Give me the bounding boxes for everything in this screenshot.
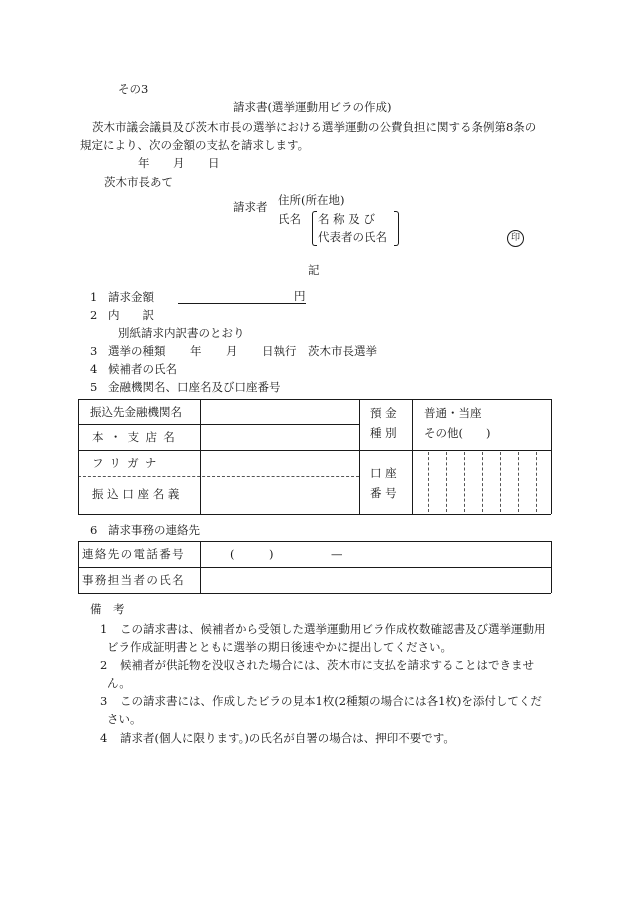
note-2-line-2: ん。: [107, 676, 131, 690]
note-3-num: 3: [100, 694, 108, 708]
branch-label: 本・支店名: [92, 430, 182, 444]
account-no-label-1: 口 座: [370, 466, 397, 480]
item-3-num: 3: [90, 344, 98, 358]
note-2-num: 2: [100, 658, 108, 672]
item-5-num: 5: [90, 380, 98, 394]
item-4-num: 4: [90, 362, 98, 376]
amount-unit: 円: [294, 289, 306, 303]
name-label: 氏名: [278, 212, 301, 226]
claimant-label: 請求者: [233, 200, 268, 214]
deposit-option-2: その他( ): [424, 426, 491, 440]
account-name-label: 振込口座名義: [92, 487, 184, 501]
item-3-label: 選挙の種類: [108, 344, 166, 358]
item-1-label: 請求金額: [108, 290, 154, 304]
addressee: 茨木市長あて: [104, 175, 173, 189]
bracket-line-2: 代表者の氏名: [318, 230, 387, 244]
bank-name-label: 振込先金融機関名: [90, 405, 182, 419]
note-4-line-1: 請求者(個人に限ります。)の氏名が自署の場合は、押印不要です。: [120, 731, 455, 745]
bracket-line-1: 名 称 及 び: [318, 212, 375, 226]
account-no-label-2: 番 号: [370, 486, 397, 500]
item-3-month: 月: [226, 344, 238, 358]
intro-line-1: 茨木市議会議員及び茨木市長の選挙における選挙運動の公費負担に関する条例第8条の: [92, 120, 537, 134]
item-6-label: 請求事務の連絡先: [108, 523, 200, 537]
item-2-detail: 別紙請求内訳書のとおり: [118, 326, 245, 340]
deposit-label-2: 種 別: [370, 426, 397, 440]
item-3-year: 年: [190, 344, 202, 358]
seal-mark: 印: [507, 230, 524, 247]
item-1-num: 1: [90, 290, 98, 304]
ki-heading: 記: [308, 263, 320, 277]
person-label: 事務担当者の氏名: [82, 573, 186, 587]
note-1-line-1: この請求書は、候補者から受領した選挙運動用ビラ作成枚数確認書及び選挙運動用: [120, 622, 546, 636]
notes-heading: 備 考: [90, 602, 125, 616]
note-1-line-2: ビラ作成証明書とともに選挙の期日後速やかに提出してください。: [107, 640, 452, 654]
form-number: その3: [118, 82, 149, 96]
form-title: 請求書(選挙運動用ビラの作成): [233, 100, 392, 114]
bracket-left: [312, 211, 317, 246]
note-3-line-1: この請求書には、作成したビラの見本1枚(2種類の場合には各1枚)を添付してくだ: [120, 694, 542, 708]
deposit-option-1: 普通・当座: [424, 406, 482, 420]
item-5-label: 金融機関名、口座名及び口座番号: [108, 380, 281, 394]
item-4-label: 候補者の氏名: [108, 362, 177, 376]
furigana-label: フリガナ: [92, 456, 163, 470]
item-6-num: 6: [90, 523, 98, 537]
item-3-rest: 日執行 茨木市長選挙: [262, 344, 377, 358]
phone-label: 連絡先の電話番号: [82, 547, 186, 561]
deposit-label-1: 預 金: [370, 406, 397, 420]
address-label: 住所(所在地): [278, 193, 345, 207]
date-year: 年: [138, 156, 150, 170]
note-3-line-2: さい。: [107, 712, 142, 726]
amount-underline: [178, 303, 306, 304]
item-2-label: 内 訳: [108, 308, 154, 322]
note-4-num: 4: [100, 731, 108, 745]
note-2-line-1: 候補者が供託物を没収された場合には、茨木市に支払を請求することはできませ: [120, 658, 534, 672]
date-day: 日: [208, 156, 220, 170]
bracket-right: [394, 211, 399, 246]
note-1-num: 1: [100, 622, 108, 636]
intro-line-2: 規定により、次の金額の支払を請求します。: [80, 138, 310, 152]
phone-format: ( ) —: [230, 547, 343, 561]
item-2-num: 2: [90, 308, 98, 322]
date-month: 月: [173, 156, 185, 170]
